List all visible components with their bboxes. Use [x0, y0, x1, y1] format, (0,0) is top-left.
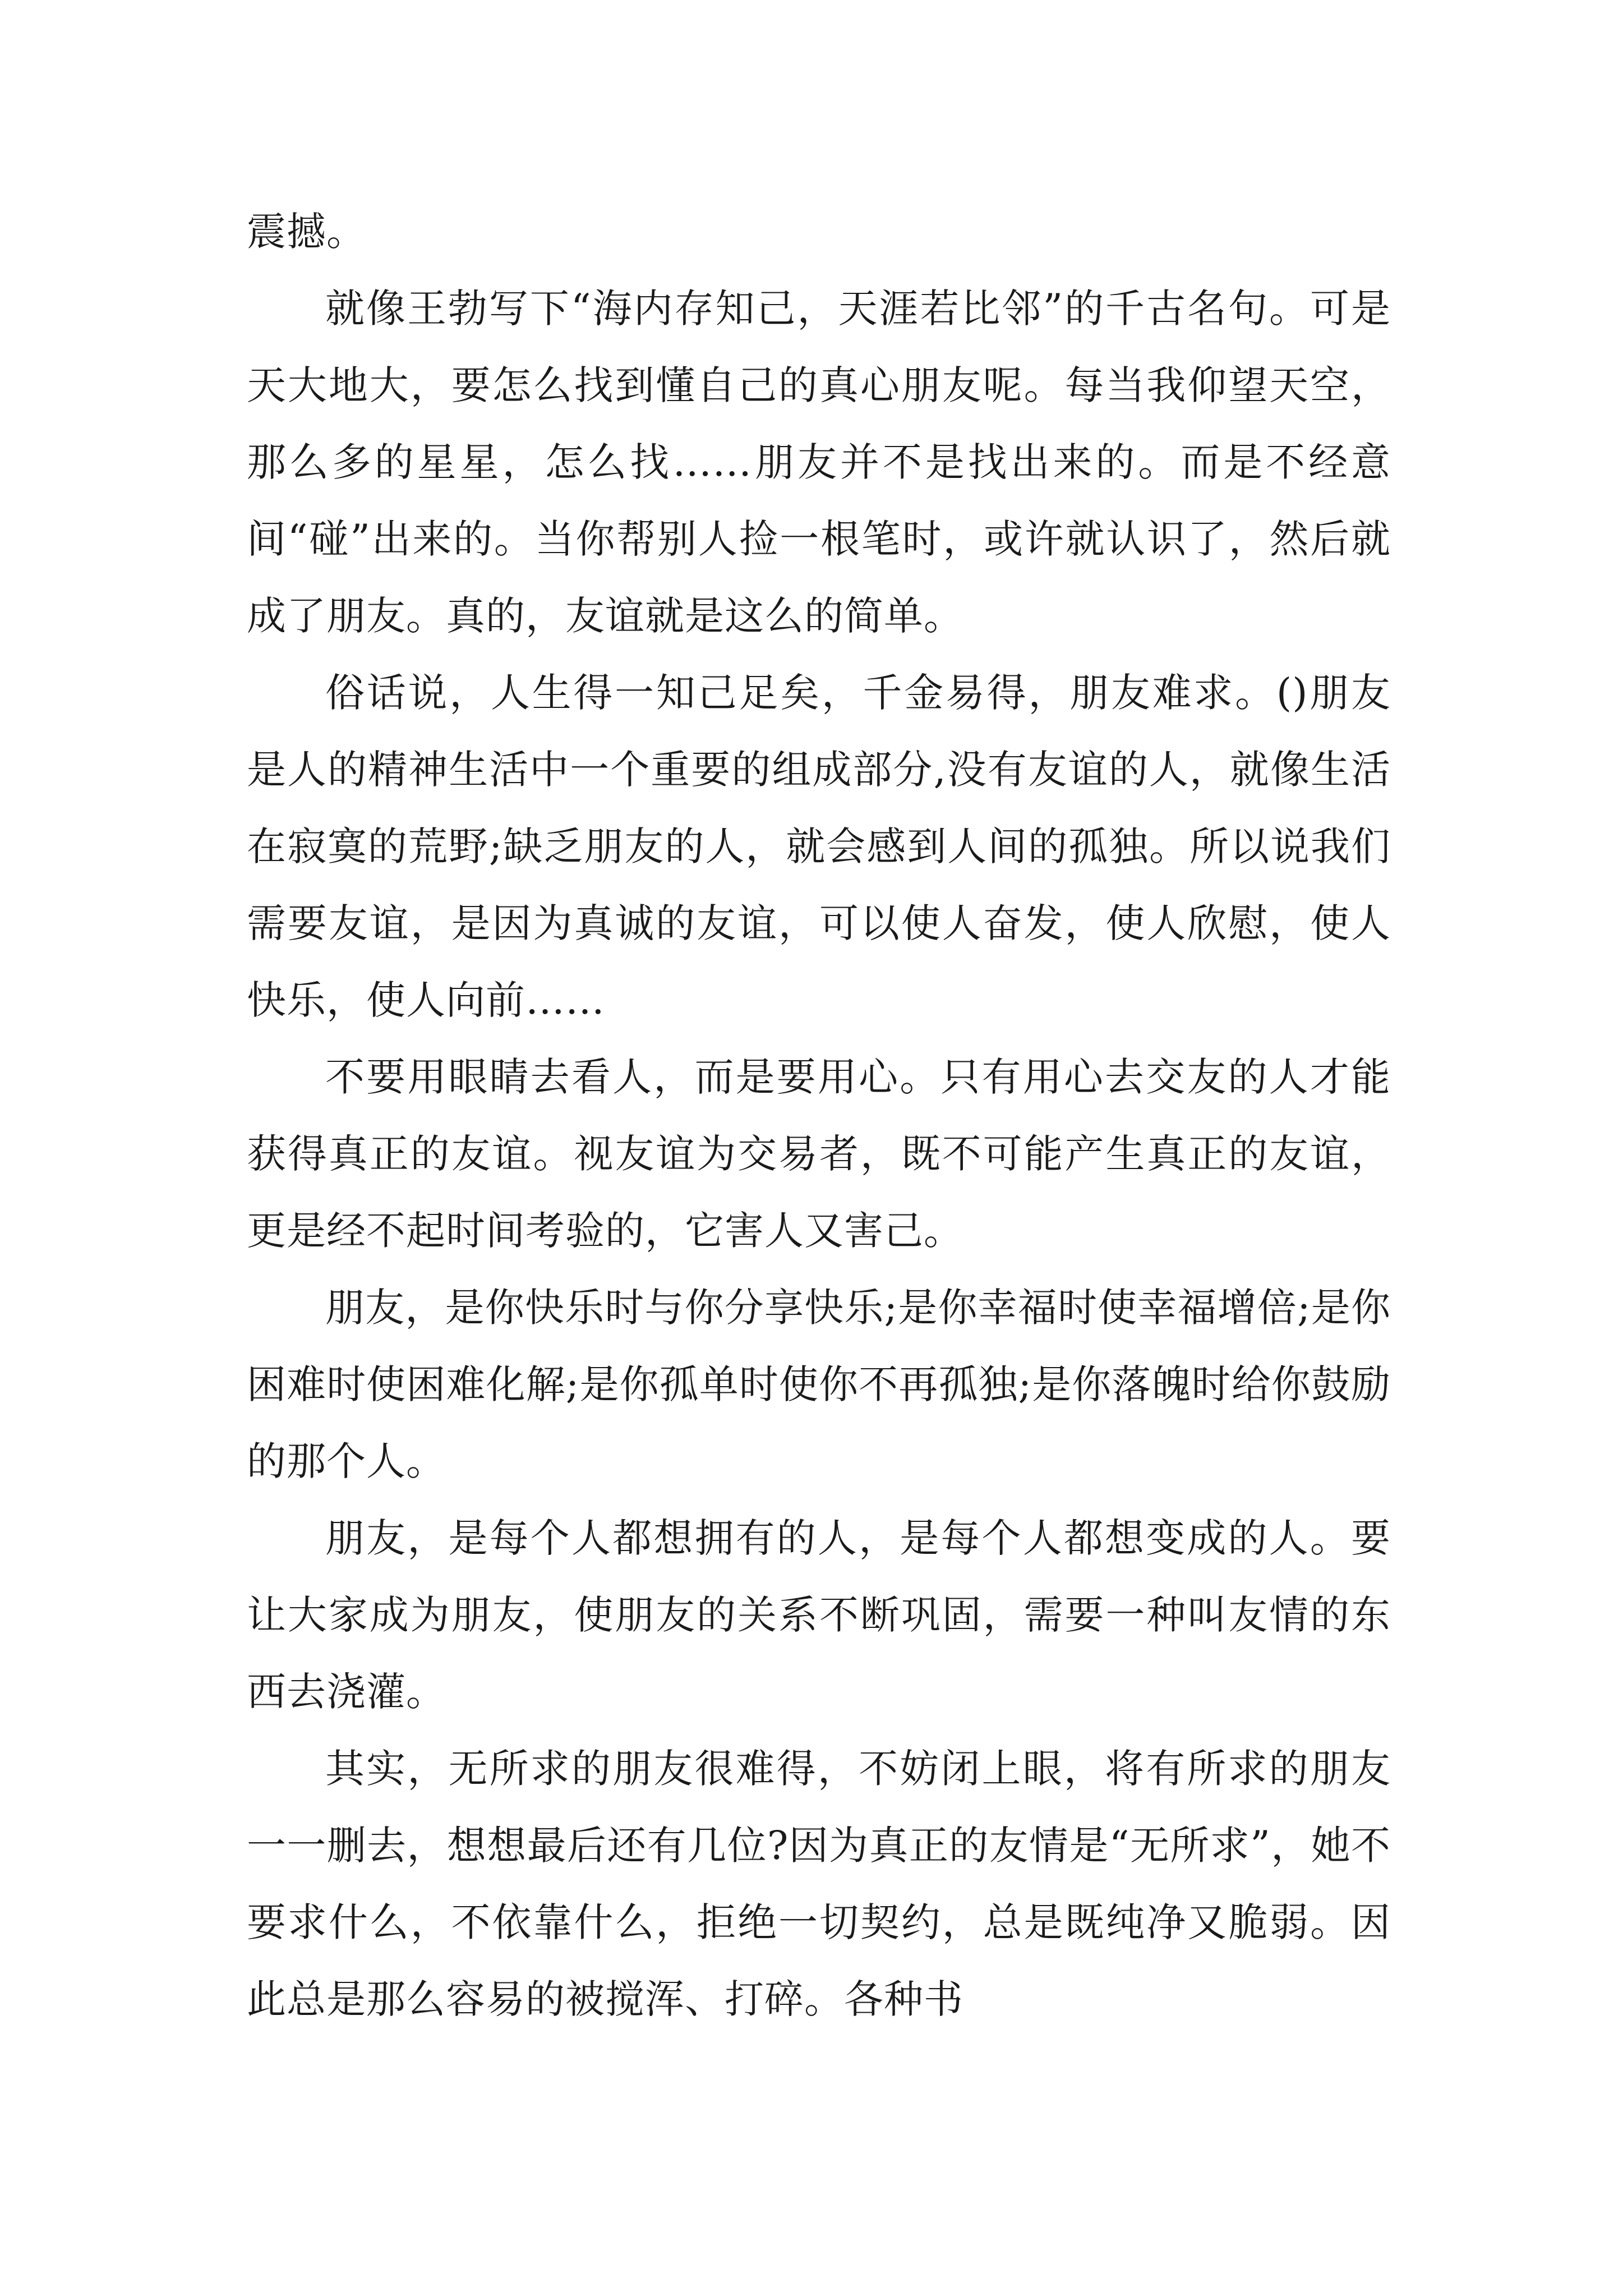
paragraph-4: 不要用眼睛去看人，而是要用心。只有用心去交友的人才能获得真正的友谊。视友谊为交易者，既不可能产生真正的友谊，更是经不起时间考验的，它害人又害己。 [247, 1054, 1391, 1254]
paragraph-2: 就像王勃写下“海内存知己，天涯若比邻”的千古名句。可是天大地大，要怎么找到懂自己的真心朋友呢。每当我仰望天空，那么多的星星，怎么找……朋友并不是找出来的。而是不经意间“碰”出来的。当你帮别人捡一根笔时，或许就认识了，然后就成了朋友。真的，友谊就是这么的简单。 [247, 286, 1391, 639]
paragraph-5: 朋友，是你快乐时与你分享快乐;是你幸福时使幸福增倍;是你困难时使困难化解;是你孤单时使你不再孤独;是你落魄时给你鼓励的那个人。 [247, 1285, 1391, 1484]
paragraph-1: 震撼。 [247, 209, 366, 255]
article-body [247, 194, 1391, 2038]
paragraph-7: 其实，无所求的朋友很难得，不妨闭上眼，将有所求的朋友一一删去，想想最后还有几位?因为真正的友情是“无所求”，她不要求什么，不依靠什么，拒绝一切契约，总是既纯净又脆弱。因此总是那么容易的被搅浑、打碎。各种书 [247, 1746, 1391, 2022]
paragraph-3: 俗话说，人生得一知己足矣，千金易得，朋友难求。()朋友是人的精神生活中一个重要的组成部分,没有友谊的人，就像生活在寂寞的荒野;缺乏朋友的人，就会感到人间的孤独。所以说我们需要友谊，是因为真诚的友谊，可以使人奋发，使人欣慰，使人快乐，使人向前…… [247, 670, 1391, 1023]
paragraph-6: 朋友，是每个人都想拥有的人，是每个人都想变成的人。要让大家成为朋友，使朋友的关系不断巩固，需要一种叫友情的东西去浇灌。 [247, 1515, 1391, 1715]
